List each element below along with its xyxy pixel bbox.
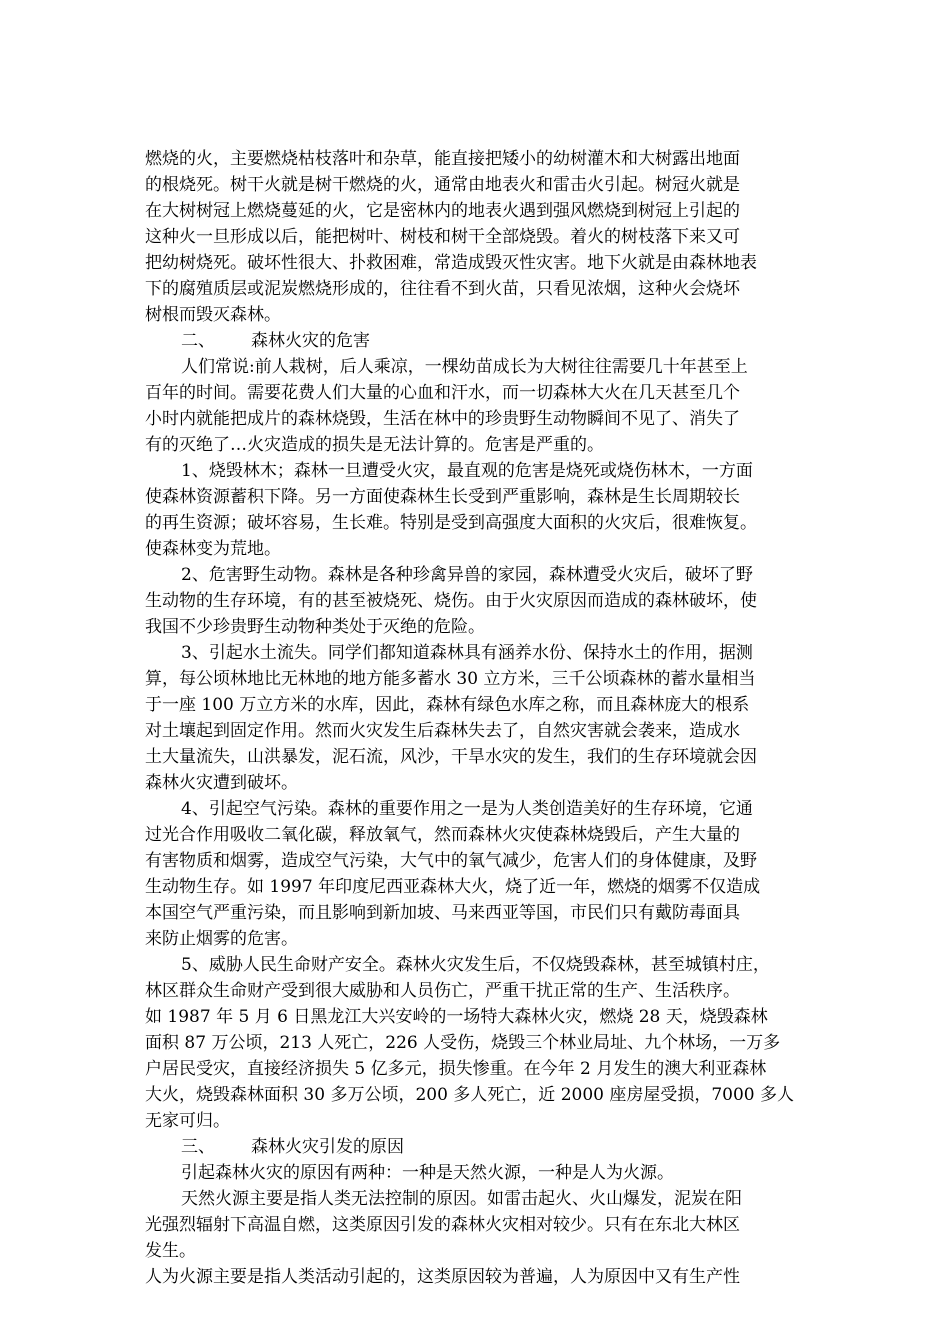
section-heading — [145, 1134, 805, 1160]
text-line: 无家可归。 — [145, 1111, 230, 1131]
text-line: 本国空气严重污染，而且影响到新加坡、马来西亚等国，市民们只有戴防毒面具 — [145, 903, 740, 923]
text-line: 2、危害野生动物。森林是各种珍禽异兽的家园，森林遭受火灾后，破坏了野 — [181, 565, 753, 585]
section-heading — [145, 328, 805, 354]
text-line: 生动物的生存环境，有的甚至被烧死、烧伤。由于火灾原因而造成的森林破坏，使 — [145, 591, 757, 611]
text-line: 土大量流失，山洪暴发，泥石流，风沙，干旱水灾的发生，我们的生存环境就会因 — [145, 747, 757, 767]
text-line: 的根烧死。树干火就是树干燃烧的火，通常由地表火和雷击火引起。树冠火就是 — [145, 175, 740, 195]
section-number: 二、 — [181, 331, 215, 351]
text-line: 过光合作用吸收二氧化碳，释放氧气，然而森林火灾使森林烧毁后，产生大量的 — [145, 825, 740, 845]
document-body — [145, 146, 805, 1290]
text-line: 这种火一旦形成以后，能把树叶、树枝和树干全部烧毁。着火的树枝落下来又可 — [145, 227, 740, 247]
text-line: 4、引起空气污染。森林的重要作用之一是为人类创造美好的生存环境，它通 — [181, 799, 753, 819]
text-line: 对土壤起到固定作用。然而火灾发生后森林失去了，自然灾害就会袭来，造成水 — [145, 721, 740, 741]
text-line: 林区群众生命财产受到很大威胁和人员伤亡，严重干扰正常的生产、生活秩序。 — [145, 981, 740, 1001]
text-line: 燃烧的火，主要燃烧枯枝落叶和杂草，能直接把矮小的幼树灌木和大树露出地面 — [145, 149, 740, 169]
section-number: 三、 — [181, 1137, 215, 1157]
text-line: 引起森林火灾的原因有两种：一种是天然火源，一种是人为火源。 — [181, 1163, 674, 1183]
text-line: 人们常说:前人栽树，后人乘凉，一棵幼苗成长为大树往往需要几十年甚至上 — [181, 357, 748, 377]
text-line: 3、引起水土流失。同学们都知道森林具有涵养水份、保持水土的作用，据测 — [181, 643, 753, 663]
text-line: 来防止烟雾的危害。 — [145, 929, 298, 949]
text-line: 在大树树冠上燃烧蔓延的火，它是密林内的地表火遇到强风燃烧到树冠上引起的 — [145, 201, 740, 221]
text-line: 把幼树烧死。破坏性很大、扑救困难，常造成毁灭性灾害。地下火就是由森林地表 — [145, 253, 757, 273]
text-line: 百年的时间。需要花费人们大量的心血和汗水，而一切森林大火在几天甚至几个 — [145, 383, 740, 403]
text-line: 森林火灾遭到破坏。 — [145, 773, 298, 793]
text-line: 树根而毁灭森林。 — [145, 305, 281, 325]
text-line: 小时内就能把成片的森林烧毁，生活在林中的珍贵野生动物瞬间不见了、消失了 — [145, 409, 740, 429]
text-line: 如 1987 年 5 月 6 日黑龙江大兴安岭的一场特大森林火灾，燃烧 28 天，烧毁森林 — [145, 1007, 768, 1027]
text-line: 1、烧毁林木；森林一旦遭受火灾，最直观的危害是烧死或烧伤林木，一方面 — [181, 461, 753, 481]
text-line: 发生。 — [145, 1241, 196, 1261]
text-line: 于一座 100 万立方米的水库，因此，森林有绿色水库之称，而且森林庞大的根系 — [145, 695, 750, 715]
text-line: 天然火源主要是指人类无法控制的原因。如雷击起火、火山爆发，泥炭在阳 — [181, 1189, 742, 1209]
text-line: 5、威胁人民生命财产安全。森林火灾发生后，不仅烧毁森林，甚至城镇村庄， — [181, 955, 770, 975]
section-title: 森林火灾的危害 — [251, 331, 370, 351]
text-line: 使森林变为荒地。 — [145, 539, 281, 559]
text-line: 面积 87 万公顷，213 人死亡，226 人受伤，烧毁三个林业局址、九个林场，一万多 — [145, 1033, 781, 1053]
text-line: 使森林资源蓄积下降。另一方面使森林生长受到严重影响，森林是生长周期较长 — [145, 487, 740, 507]
text-line: 人为火源主要是指人类活动引起的，这类原因较为普遍，人为原因中又有生产性 — [145, 1267, 740, 1287]
text-line: 生动物生存。如 1997 年印度尼西亚森林大火，烧了近一年，燃烧的烟雾不仅造成 — [145, 877, 761, 897]
text-line: 有的灭绝了…火灾造成的损失是无法计算的。危害是严重的。 — [145, 435, 604, 455]
text-line: 算，每公顷林地比无林地的地方能多蓄水 30 立方米，三千公顷森林的蓄水量相当 — [145, 669, 756, 689]
text-line: 有害物质和烟雾，造成空气污染，大气中的氧气减少，危害人们的身体健康，及野 — [145, 851, 757, 871]
text-line: 户居民受灾，直接经济损失 5 亿多元，损失惨重。在今年 2 月发生的澳大利亚森林 — [145, 1059, 767, 1079]
text-line: 光强烈辐射下高温自燃，这类原因引发的森林火灾相对较少。只有在东北大林区 — [145, 1215, 740, 1235]
text-line: 我国不少珍贵野生动物种类处于灭绝的危险。 — [145, 617, 485, 637]
section-title: 森林火灾引发的原因 — [251, 1137, 404, 1157]
text-line: 下的腐殖质层或泥炭燃烧形成的，往往看不到火苗，只看见浓烟，这种火会烧坏 — [145, 279, 740, 299]
text-line: 的再生资源；破坏容易，生长难。特别是受到高强度大面积的火灾后，很难恢复。 — [145, 513, 757, 533]
text-line: 大火，烧毁森林面积 30 多万公顷，200 多人死亡，近 2000 座房屋受损，7000 多人 — [145, 1085, 795, 1105]
